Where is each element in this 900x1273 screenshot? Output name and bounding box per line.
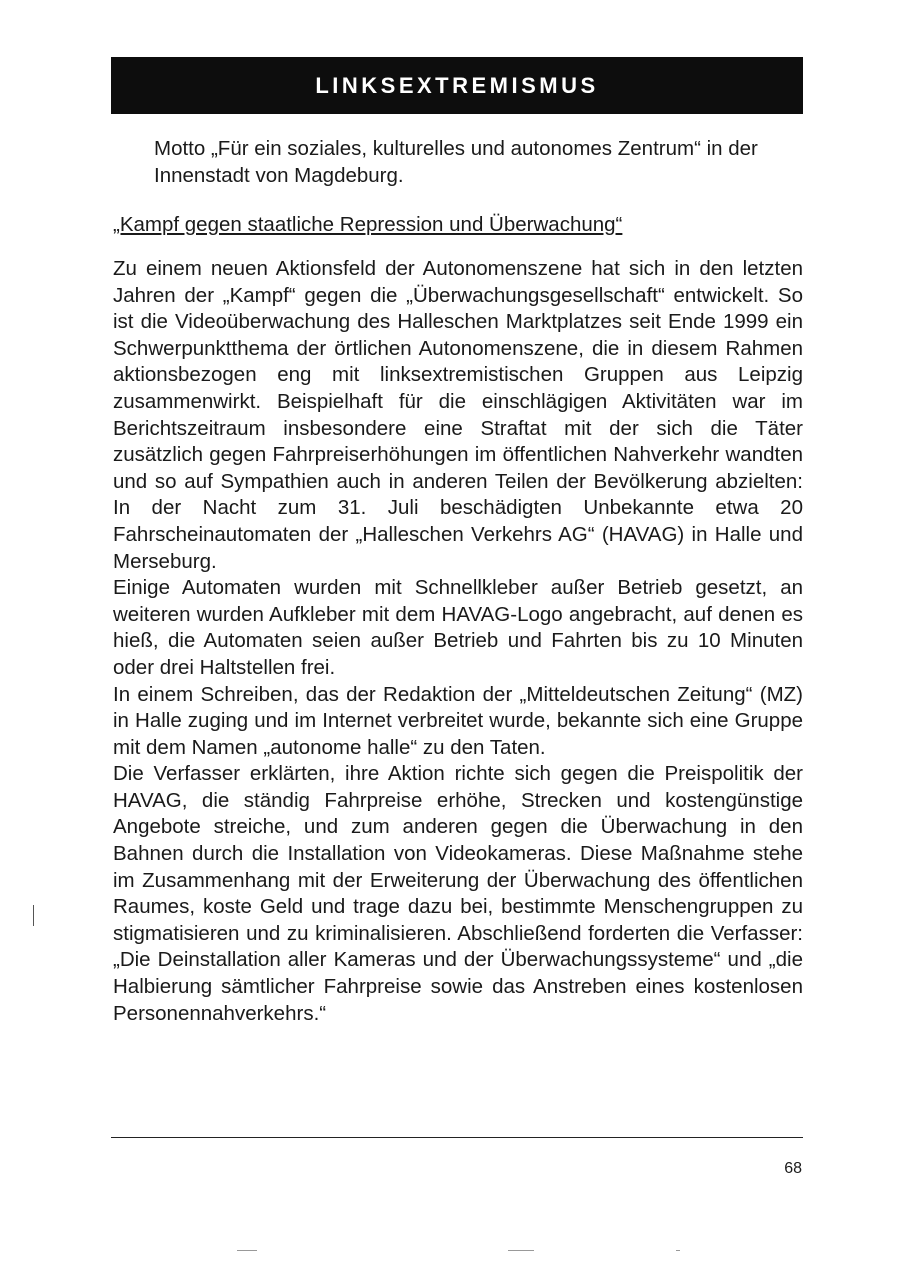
- section-body: [113, 256, 803, 1027]
- intro-text: Motto „Für ein soziales, kulturelles und autonomes Zentrum“ in der Innenstadt von Magdeburg.: [154, 137, 758, 187]
- page-number: 68: [784, 1160, 802, 1177]
- margin-scan-mark: [33, 905, 34, 926]
- scan-artifact: [676, 1250, 680, 1251]
- paragraph: Die Verfasser erklärten, ihre Aktion richte sich gegen die Preispolitik der HAVAG, die ständig Fahrpreise erhöhe, Strecken und kostengünstige Angebote streiche, und zum anderen gegen die Überwachung in den Bahnen durch die Installation von Videokameras. Diese Maßnahme stehe im Zusammenhang mit der Erweiterung der Überwachung des öffentlichen Raumes, koste Geld und trage dazu bei, bestimmte Menschengruppen zu stigmatisieren und zu kriminalisieren. Abschließend forderten die Verfasser: „Die Deinstallation aller Kameras und der Überwachungssysteme“ und „die Halbierung sämtlicher Fahrpreise sowie das Anstreben eines kostenlosen Personennahverkehrs.“: [113, 762, 803, 1025]
- section-heading: „Kampf gegen staatliche Repression und Überwachung“: [113, 213, 623, 236]
- scan-artifact: [508, 1250, 534, 1251]
- chapter-title: LINKSEXTREMISMUS: [315, 72, 599, 98]
- paragraph: Einige Automaten wurden mit Schnellkleber außer Betrieb gesetzt, an weiteren wurden Aufkleber mit dem HAVAG-Logo angebracht, auf denen es hieß, die Automaten seien außer Betrieb und Fahrten bis zu 10 Minuten oder drei Haltstellen frei.: [113, 576, 803, 679]
- paragraph: In einem Schreiben, das der Redaktion der „Mitteldeutschen Zeitung“ (MZ) in Halle zuging und im Internet verbreitet wurde, bekannte sich eine Gruppe mit dem Namen „autonome halle“ zu den Taten.: [113, 682, 803, 759]
- paragraph: Zu einem neuen Aktionsfeld der Autonomenszene hat sich in den letzten Jahren der „Kampf“ gegen die „Überwachungsgesellschaft“ entwickelt. So ist die Videoüberwachung des Halleschen Marktplatzes seit Ende 1999 ein Schwerpunktthema der örtlichen Autonomenszene, die in diesem Rahmen aktionsbezogen eng mit linksextremistischen Gruppen aus Leipzig zusammenwirkt. Beispielhaft für die einschlägigen Aktivitäten war im Berichtszeitraum insbesondere eine Straftat mit der sich die Täter zusätzlich gegen Fahrpreiserhöhungen im öffentlichen Nahverkehr wandten und so auf Sympathien auch in anderen Teilen der Bevölkerung abzielten: In der Nacht zum 31. Juli beschädigten Unbekannte etwa 20 Fahrscheinautomaten der „Halleschen Verkehrs AG“ (HAVAG) in Halle und Merseburg.: [113, 257, 803, 573]
- chapter-header-bar: [111, 57, 803, 114]
- footer-divider: [111, 1137, 803, 1138]
- scan-artifact: [237, 1250, 257, 1251]
